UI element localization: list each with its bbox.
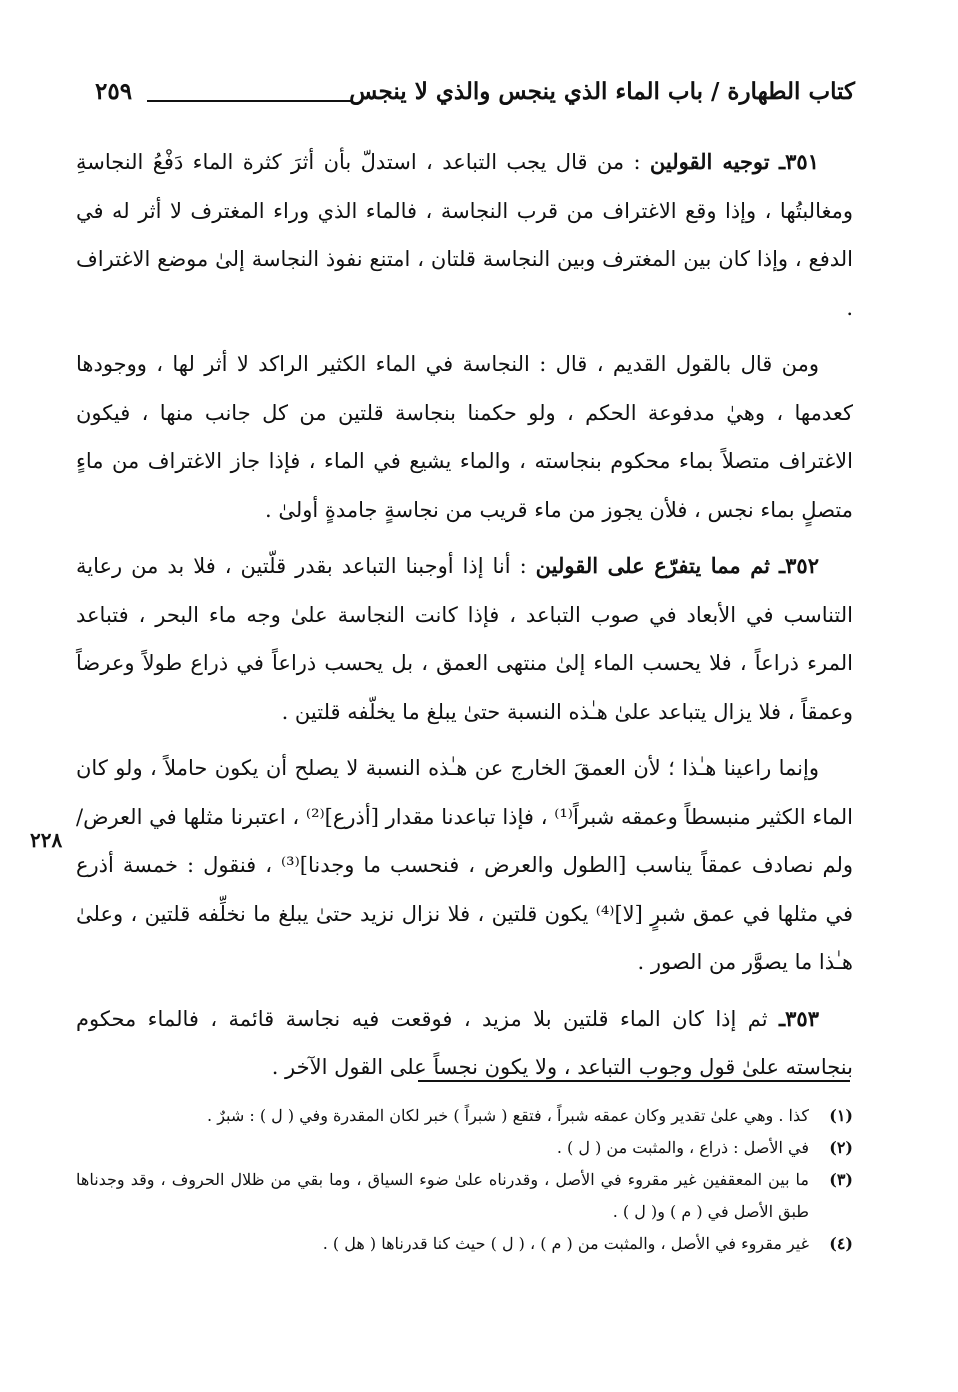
footnote-item <box>76 1164 853 1228</box>
paragraph-text: ومن قال بالقول القديم ، قال : النجاسة في الماء الكثير الراكد لا أثر لها ، ووجودها كعدمها ، وهيٰ مدفوعة الحكم ، ولو حكمنا بنجاسة قلتين من كل جانب منها ، فيكون الاغتراف متصلاً بماء محكوم بنجاسته ، والماء يشيع في الماء ، فإذا جاز الاغتراف من ماءٍ متصلٍ بماء نجس ، فلأن يجوز من ماء قريب من نجاسةٍ جامدةٍ أولىٰ . <box>76 352 853 522</box>
footnote-mark: (١) <box>829 1106 853 1125</box>
footnote-mark: (٢) <box>829 1138 853 1157</box>
paragraph-old-opinion <box>76 340 853 534</box>
footnote-text: غير مقروء في الأصل ، والمثبت من ( م ) ، ( ل ) حيث كنا قدرناها ( هل ) . <box>322 1234 809 1253</box>
paragraph-text: ثم إذا كان الماء قلتين بلا مزيد ، فوقعت فيه نجاسة قائمة ، فالماء محكوم بنجاسته علىٰ قول وجوب التباعد ، ولا يكون نجساً على القول الآخر . <box>76 1006 853 1079</box>
paragraph-text: : من قال يجب التباعد ، استدلّ بأن أثرَ كثرة الماء دَفْعُ النجاسةِ ومغالبتُها ، وإذا وقع الاغتراف من قرب النجاسة ، فالماء الذي وراء المغترف لا أثر له في الدفع ، وإذا كان بين المغترف وبين النجاسة قلتان ، امتنع نفوذ النجاسة إلىٰ موضع الاغتراف . <box>76 150 853 320</box>
section-number: ٣٥٣ـ <box>779 1005 819 1031</box>
footnote-item <box>76 1132 853 1164</box>
paragraph-reasoning <box>76 744 853 987</box>
footnote-separator <box>418 1080 850 1082</box>
page-header <box>95 78 855 118</box>
paragraph-352 <box>76 542 853 736</box>
paragraph-353 <box>76 995 853 1092</box>
section-number: ٣٥٢ـ <box>779 553 819 578</box>
footnote-mark: (٤) <box>829 1234 853 1253</box>
section-heading: توجيه القولين <box>649 149 770 174</box>
footnote-text: كذا . وهي علىٰ تقدير وكان عمقه شبراً ، فتقع ( شبراً ) خبر لكان المقدرة وفي ( ل ) : شبرٌ . <box>207 1106 809 1125</box>
running-title: كتاب الطهارة / باب الماء الذي ينجس والذي لا ينجس <box>349 78 855 105</box>
header-rule <box>147 100 353 102</box>
footnote-mark: (٣) <box>829 1170 853 1189</box>
page-number: ٢٥٩ <box>95 78 133 105</box>
paragraph-text: وإنما راعينا هـٰذا ؛ لأن العمقَ الخارج عن هـٰذه النسبة لا يصلح أن يكون حاملاً ، ولو كان الماء الكثير منبسطاً وعمقه شبراً⁽¹⁾ ، فإذا تباعدنا مقدار [أذرع]⁽²⁾ ، اعتبرنا مثلها في العرض/ ولم نصادف عمقاً يناسب [الطول والعرض ، فنحسب ما وجدنا]⁽³⁾ ، فنقول : خمسة أذرع في مثلها في عمق شبرٍ [لا]⁽⁴⁾ يكون قلتين ، فلا نزال نزيد حتىٰ يبلغ ما نخلِّفه قلتين ، وعلىٰ هـٰذا ما يصوَّر من الصور . <box>76 756 853 974</box>
paragraph-text: : أنا إذا أوجبنا التباعد بقدر قلّتين ، فلا بد من رعاية التناسب في الأبعاد في صوب التباعد ، فإذا كانت النجاسة علىٰ وجه ماء البحر ، فتباعد المرء ذراعاً ، فلا يحسب الماء إلىٰ منتهى العمق ، بل يحسب ذراعاً في ذراع طولاً وعرضاً وعمقاً ، فلا يزال يتباعد علىٰ هـٰذه النسبة حتىٰ يبلغ ما يخلّفه قلتين . <box>76 554 853 724</box>
footnote-item <box>76 1100 853 1132</box>
section-number: ٣٥١ـ <box>779 149 819 174</box>
footnote-text: ما بين المعقفين غير مقروء في الأصل ، وقدرناه علىٰ ضوء السياق ، وما بقي من ظلال الحروف ، وقد وجدناها طبق الأصل في ( م ) و( ل ) . <box>76 1170 809 1221</box>
body-text <box>76 138 853 1092</box>
section-heading: ثم مما يتفرّع على القولين <box>535 553 771 578</box>
footnote-text: في الأصل : ذراع ، والمثبت من ( ل ) . <box>556 1138 809 1157</box>
footnote-item <box>76 1228 853 1260</box>
paragraph-351 <box>76 138 853 332</box>
footnotes <box>76 1100 853 1260</box>
margin-page-reference: ٢٢٨ <box>30 828 63 852</box>
